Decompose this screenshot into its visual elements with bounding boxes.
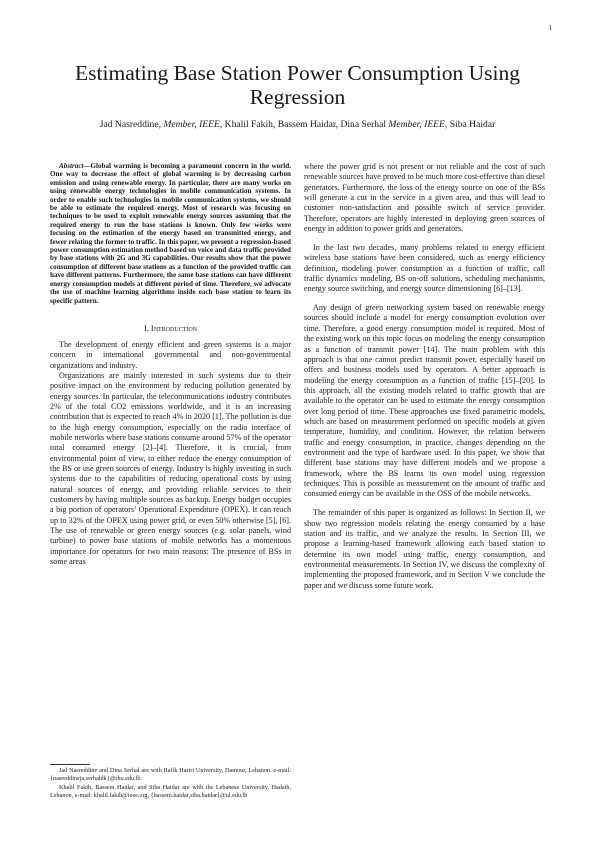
author-4-role: Member, IEEE [388,119,445,130]
paper-title: Estimating Base Station Power Consumption Using Regression [75,61,520,109]
intro-paragraph-1: The development of energy efficient and green systems is a major concern in international governmental and non-governmental organizations and industry. [50,339,291,370]
section-title: Introduction [150,323,198,333]
left-column [50,162,291,567]
intro-paragraph-6: The remainder of this paper is organized as follows: In Section II, we show two regression models relating the energy consumed by a base station and its traffic, and we analyze the results. In Section III, we propose a learning-based framework allowing each based station to determine its own model using traffic, energy consumption, and environmental measurements. In Section IV, we discuss the complexity of implementing the proposed framework, and in Section V we conclude the paper and we discuss some future work. [304,508,545,590]
intro-paragraph-2: Organizations are mainly interested in such systems due to their positive impact on the environment by reducing pollution generated by energy sources. In particular, the telecommunications industry contributes 2% of the total CO2 emissions worldwide, and it is an increasing contribution that is expected to reach 4% in 2020 [1]. The pollution is due to the high energy consumption, especially on the radio interface of mobile networks where base stations consume around 57% of the operator total consumed energy [2]–[4]. Therefore, it is crucial, from environmental point of view, to either reduce the energy consumption of the BS or use green sources of energy. Industry is highly investing in such systems due to the capabilities of reducing operational costs by using natural sources of energy, and providing reliable services to their customers by having multiple sources as backup. Energy budget occupies a big portion of operators’ Operational Expenditure (OPEX). It can reach up to 32% of the OPEX using power grid, or even 50% otherwise [5], [6]. The use of renewable or green energy sources (e.g. solar panels, wind turbine) to power base stations of mobile networks has a momentous importance for operators for two main reasons: The presence of BSs in some areas [50,370,291,567]
author-5: , Siba Haidar [444,119,496,130]
author-1: Jad Nasreddine, [99,119,164,130]
page-number: 1 [548,24,552,32]
footnote-divider [50,764,90,765]
abstract-text: —Global warming is becoming a paramount concern in the world. One way to decrease the effect of global warming is by decreasing carbon emission and using renewable energy. In particular, there are many works on using renewable energy technologies in mobile communication systems. In order to enable such technologies in mobile communication systems, we should be able to estimate the required energy. Most of research was focusing on techniques to be used to exploit renewable energy sources assuming that the required energy to run the base stations is known. Only few works were focusing on the estimation of the energy based on transmitted energy, and fewer relating the former to traffic. In this paper, we present a regression-based power consumption estimation method based on voice and data traffic provided by base stations with 2G and 3G capabilities. Our results show that the power consumption of different base stations as a function of the provided traffic can have different patterns. Furthermore, the same base stations can have different energy consumption models at different period of time. Therefore, we advocate the use of machine learning algorithms inside each base station to learn its specific pattern. [50,162,291,305]
abstract [50,162,291,305]
author-1-role: Member, IEEE [163,119,220,130]
intro-paragraph-4: In the last two decades, many problems related to energy efficient wireless base stations have been considered, such as energy efficiency definition, modeling power consumption as a function of traffic, call traffic dynamics modeling, BS on-off solutions, scheduling mechanisms, energy source switching, and energy source dimensioning [6]–[13]. [304,242,545,294]
footnote-affiliation-2: Khalil Fakih, Bassem Haidar, and Siba Haidar are with the Lebanese University, Hadath, Lebanon, e-mail: khalil.fakih@ieee.org, {bassem.haidar,siba.haidar}@ul.edu.lb [50,784,291,799]
authors-2-4: , Khalil Fakih, Bassem Haidar, Dina Serhal [219,119,389,130]
right-column [304,162,545,599]
intro-paragraph-5: Any design of green networking system based on renewable energy sources should include a model for energy consumption evolution over time. Therefore, a good energy consumption model is required. Most of the existing work on this topic focus on modeling the energy consumption as a function of transmit power [14]. The main problem with this approach is that one cannot predict transmit power, especially based on offers and business models used by operators. A better approach is modeling the energy consumption as a function of traffic [15]–[20]. In this approach, all the existing models related to traffic growth that are available to the operator can be used to estimate the energy consumption over long period of time. These approaches use fixed parametric models, which are based on measurement performed on specific models at given temperature, humidity, and condition. However, the relation between traffic and energy consumption, in practice, changes depending on the environment and the type of hardware used. In this paper, we show that different base stations may have different models and we propose a framework, where the BS learns its own model using regression techniques. This is possible as measurement on the amount of traffic and consumed energy can be available in the OSS of the mobile networks. [304,303,545,499]
section-number: I. [143,323,151,333]
abstract-label: Abstract [59,162,84,170]
author-list [40,119,555,131]
section-heading-introduction [50,324,291,334]
intro-paragraph-3: where the power grid is not present or not reliable and the cost of such renewable sources have proved to be much more cost-effective than diesel generators. Furthermore, the loss of the energy source on one of the BSs will generate a cut in the service in a given area, and thus will lead to customer non-satisfaction and possible switch of service provider. Therefore, operators are highly interested in deploying green sources of energy in addition to power grids and generators. [304,162,545,234]
footnote-affiliation-1: Jad Nasreddine and Dina Serhal are with Rafik Hariri University, Damour, Lebanon. e-mail: {nasreddineja,serhaldk}@rhu.edu.lb. [50,767,291,782]
